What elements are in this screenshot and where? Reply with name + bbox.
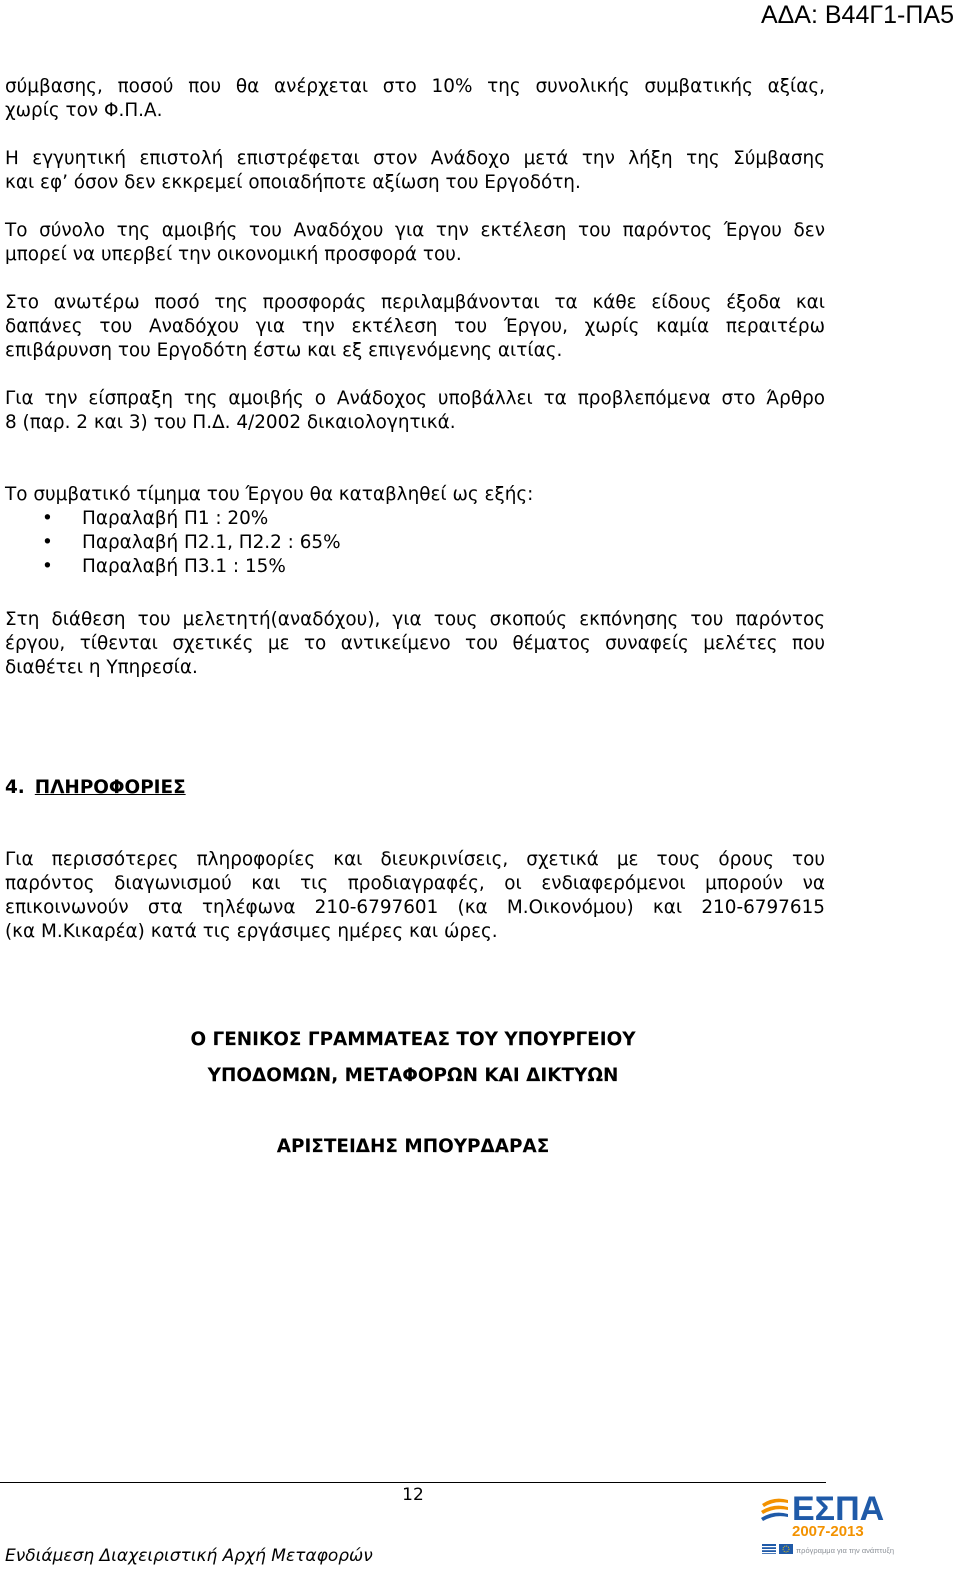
text-line: διαθέτει η Υπηρεσία. [5,657,198,678]
signature-title-line1: Ο ΓΕΝΙΚΟΣ ΓΡΑΜΜΑΤΕΑΣ ΤΟΥ ΥΠΟΥΡΓΕΙΟΥ [190,1029,636,1050]
eu-flag-icon [779,1544,793,1554]
text-line: Το συμβατικό τίμημα του Έργου θα καταβληθεί ως εξής: [5,484,534,505]
section-number: 4. [5,777,25,798]
greek-flag-icon [762,1544,776,1554]
text-line: έργου, τίθενται σχετικές με το αντικείμενο του θέματος συναφείς μελέτες που [5,633,825,654]
list-item-text: Παραλαβή Π3.1 : 15% [82,556,286,577]
text-line: επιβάρυνση του Εργοδότη έστω και εξ επιγενόμενης αιτίας. [5,340,563,361]
footer-authority: Ενδιάμεση Διαχειριστική Αρχή Μεταφορών [5,1546,373,1566]
paragraph-payment-docs [5,387,825,435]
text-line: Το σύνολο της αμοιβής του Αναδόχου για την εκτέλεση του παρόντος Έργου δεν [5,220,825,241]
paragraph-payment-schedule [5,483,825,507]
espa-logo [758,1486,898,1558]
paragraph-expenses [5,291,825,363]
bullet-icon: • [42,556,53,577]
bullet-icon: • [42,532,53,553]
text-line: Για περισσότερες πληροφορίες και διευκρινίσεις, σχετικά με τους όρους του [5,849,825,870]
section-title: ΠΛΗΡΟΦΟΡΙΕΣ [34,777,186,798]
text-line: παρόντος διαγωνισμού και τις προδιαγραφές, οι ενδιαφερόμενοι μπορούν να [5,873,825,894]
logo-years: 2007-2013 [792,1523,864,1540]
bullet-icon: • [42,508,53,529]
ada-code: ΑΔΑ: Β44Γ1-ΠΑ5 [760,1,954,29]
section-heading [5,776,186,800]
text-line: 8 (παρ. 2 και 3) του Π.Δ. 4/2002 δικαιολογητικά. [5,412,456,433]
logo-tagline: πρόγραμμα για την ανάπτυξη [796,1546,895,1555]
text-line: (κα Μ.Κικαρέα) κατά τις εργάσιμες ημέρες και ώρες. [5,921,498,942]
text-line: Για την είσπραξη της αμοιβής ο Ανάδοχος υποβάλλει τα προβλεπόμενα στο Άρθρο [5,388,825,409]
text-line: επικοινωνούν στα τηλέφωνα 210-6797601 (κα Μ.Οικονόμου) και 210-6797615 [5,897,825,918]
paragraph-guarantee-return [5,147,825,195]
text-line: Η εγγυητική επιστολή επιστρέφεται στον Ανάδοχο μετά την λήξη της Σύμβασης [5,148,825,169]
list-item-text: Παραλαβή Π1 : 20% [82,508,269,529]
signature-title-line2: ΥΠΟΔΟΜΩΝ, ΜΕΤΑΦΟΡΩΝ ΚΑΙ ΔΙΚΤΥΩΝ [207,1065,619,1086]
paragraph-available-studies [5,608,825,680]
logo-swoosh-icon [761,1499,788,1521]
signatory-name: ΑΡΙΣΤΕΙΔΗΣ ΜΠΟΥΡΔΑΡΑΣ [276,1136,550,1157]
page-number: 12 [402,1485,424,1505]
text-line: μπορεί να υπερβεί την οικονομική προσφορά του. [5,244,462,265]
list-item-text: Παραλαβή Π2.1, Π2.2 : 65% [82,532,341,553]
text-line: σύμβασης, ποσού που θα ανέρχεται στο 10% της συνολικής συμβατικής αξίας, [5,76,825,97]
text-line: Στη διάθεση του μελετητή(αναδόχου), για τους σκοπούς εκπόνησης του παρόντος [5,609,825,630]
text-line: χωρίς τον Φ.Π.Α. [5,100,163,121]
paragraph-contact-info [5,848,825,944]
text-line: και εφ’ όσον δεν εκκρεμεί οποιαδήποτε αξίωση του Εργοδότη. [5,172,581,193]
footer-divider [0,1482,826,1483]
paragraph-fee-limit [5,219,825,267]
text-line: δαπάνες του Αναδόχου για την εκτέλεση του Έργου, χωρίς καμία περαιτέρω [5,316,825,337]
logo-wordmark: ΕΣΠΑ [792,1490,885,1528]
text-line: Στο ανωτέρω ποσό της προσφοράς περιλαμβάνονται τα κάθε είδους έξοδα και [5,292,825,313]
paragraph-guarantee-amount [5,75,825,123]
